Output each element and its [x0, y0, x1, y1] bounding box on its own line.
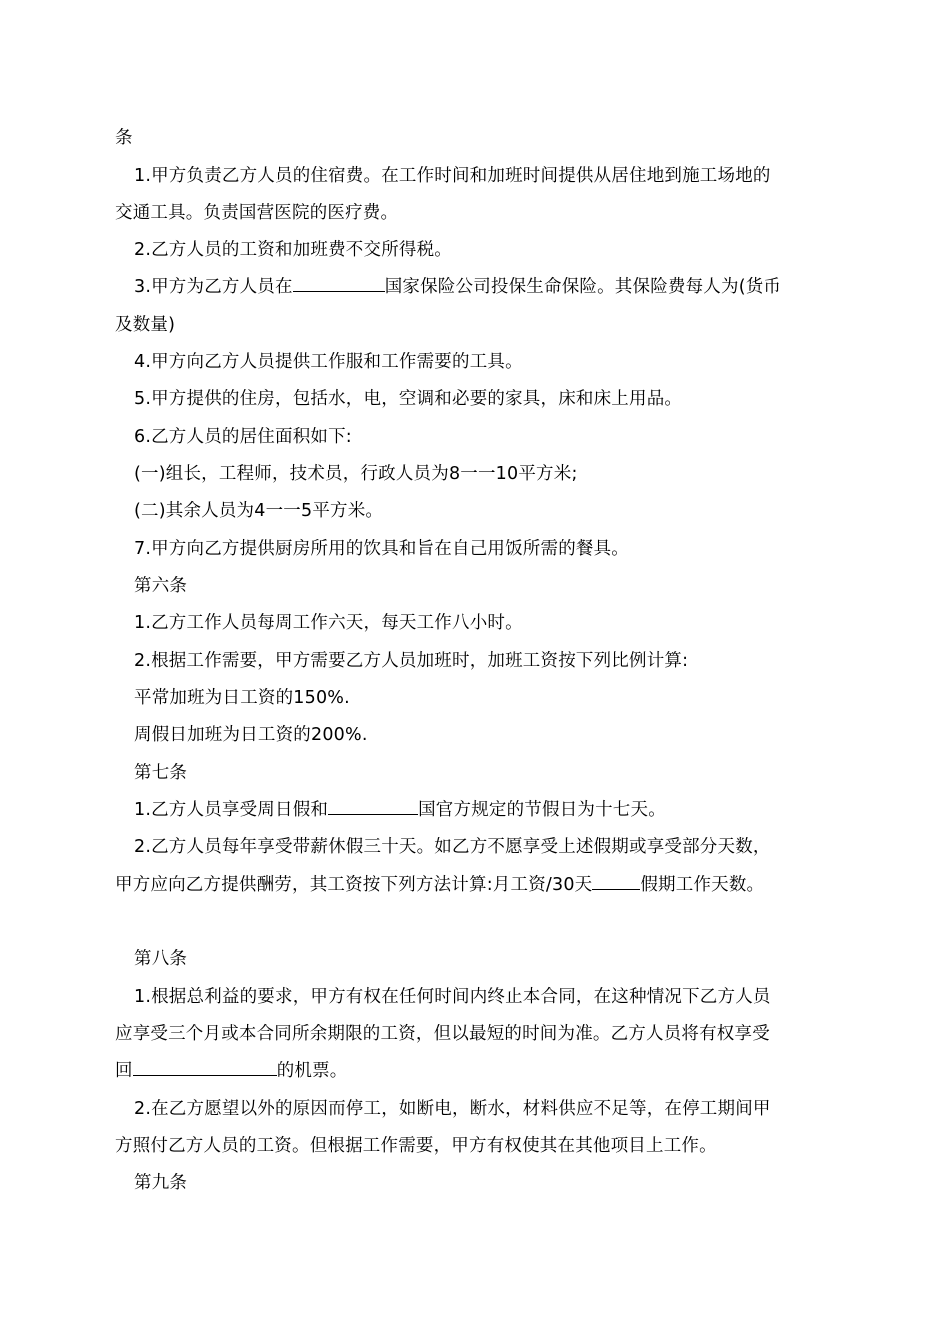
fill-in-blank	[592, 873, 640, 890]
paragraph-line: 2.乙方人员每年享受带薪休假三十天。如乙方不愿享受上述假期或享受部分天数，	[134, 837, 771, 857]
paragraph-line: 1.乙方工作人员每周工作六天，每天工作八小时。	[134, 613, 523, 633]
paragraph-line: 方照付乙方人员的工资。但根据工作需要，甲方有权使其在其他项目上工作。	[115, 1136, 717, 1156]
paragraph-line: 6.乙方人员的居住面积如下:	[134, 427, 352, 447]
paragraph-line: 及数量)	[115, 315, 176, 335]
paragraph-line: 交通工具。负责国营医院的医疗费。	[115, 203, 399, 223]
fill-in-blank	[328, 798, 418, 815]
line-segment: 的机票。	[276, 1061, 348, 1081]
paragraph-line: 2.乙方人员的工资和加班费不交所得税。	[134, 240, 452, 260]
paragraph-line	[115, 1059, 348, 1083]
paragraph-line	[134, 798, 666, 822]
line-segment: 国官方规定的节假日为十七天。	[418, 800, 666, 820]
fill-in-blank	[133, 1059, 277, 1076]
paragraph-line: 1.根据总利益的要求，甲方有权在任何时间内终止本合同，在这种情况下乙方人员	[134, 987, 771, 1007]
paragraph-line: 1.甲方负责乙方人员的住宿费。在工作时间和加班时间提供从居住地到施工场地的	[134, 166, 771, 186]
paragraph-line: 7.甲方向乙方提供厨房所用的饮具和旨在自己用饭所需的餐具。	[134, 539, 629, 559]
line-segment: 1.乙方人员享受周日假和	[134, 800, 329, 820]
paragraph-line: 周假日加班为日工资的200%.	[134, 725, 368, 745]
paragraph-line: 4.甲方向乙方人员提供工作服和工作需要的工具。	[134, 352, 523, 372]
fill-in-blank	[293, 275, 385, 292]
paragraph-line: 平常加班为日工资的150%.	[134, 688, 350, 708]
article-heading: 第八条	[134, 949, 188, 969]
line-segment: 国家保险公司投保生命保险。其保险费每人为(货币	[384, 277, 782, 297]
line-segment: 假期工作天数。	[640, 875, 765, 895]
paragraph-line: (一)组长，工程师，技术员，行政人员为8一一10平方米;	[134, 464, 578, 484]
paragraph-line	[134, 275, 781, 299]
paragraph-line: 5.甲方提供的住房，包括水，电，空调和必要的家具，床和床上用品。	[134, 389, 683, 409]
article-heading: 第七条	[134, 763, 188, 783]
paragraph-line: 2.在乙方愿望以外的原因而停工，如断电，断水，材料供应不足等，在停工期间甲	[134, 1099, 771, 1119]
article-heading: 第六条	[134, 576, 188, 596]
clause-continuation-heading: 条	[115, 128, 133, 148]
paragraph-line: (二)其余人员为4一一5平方米。	[134, 501, 384, 521]
paragraph-line: 应享受三个月或本合同所余期限的工资，但以最短的时间为准。乙方人员将有权享受	[115, 1024, 770, 1044]
paragraph-line	[115, 873, 764, 897]
paragraph-line: 2.根据工作需要，甲方需要乙方人员加班时，加班工资按下列比例计算:	[134, 651, 689, 671]
line-segment: 甲方应向乙方提供酬劳，其工资按下列方法计算:月工资/30天	[115, 875, 593, 895]
line-segment: 回	[115, 1061, 133, 1081]
article-heading: 第九条	[134, 1173, 188, 1193]
line-segment: 3.甲方为乙方人员在	[134, 277, 293, 297]
